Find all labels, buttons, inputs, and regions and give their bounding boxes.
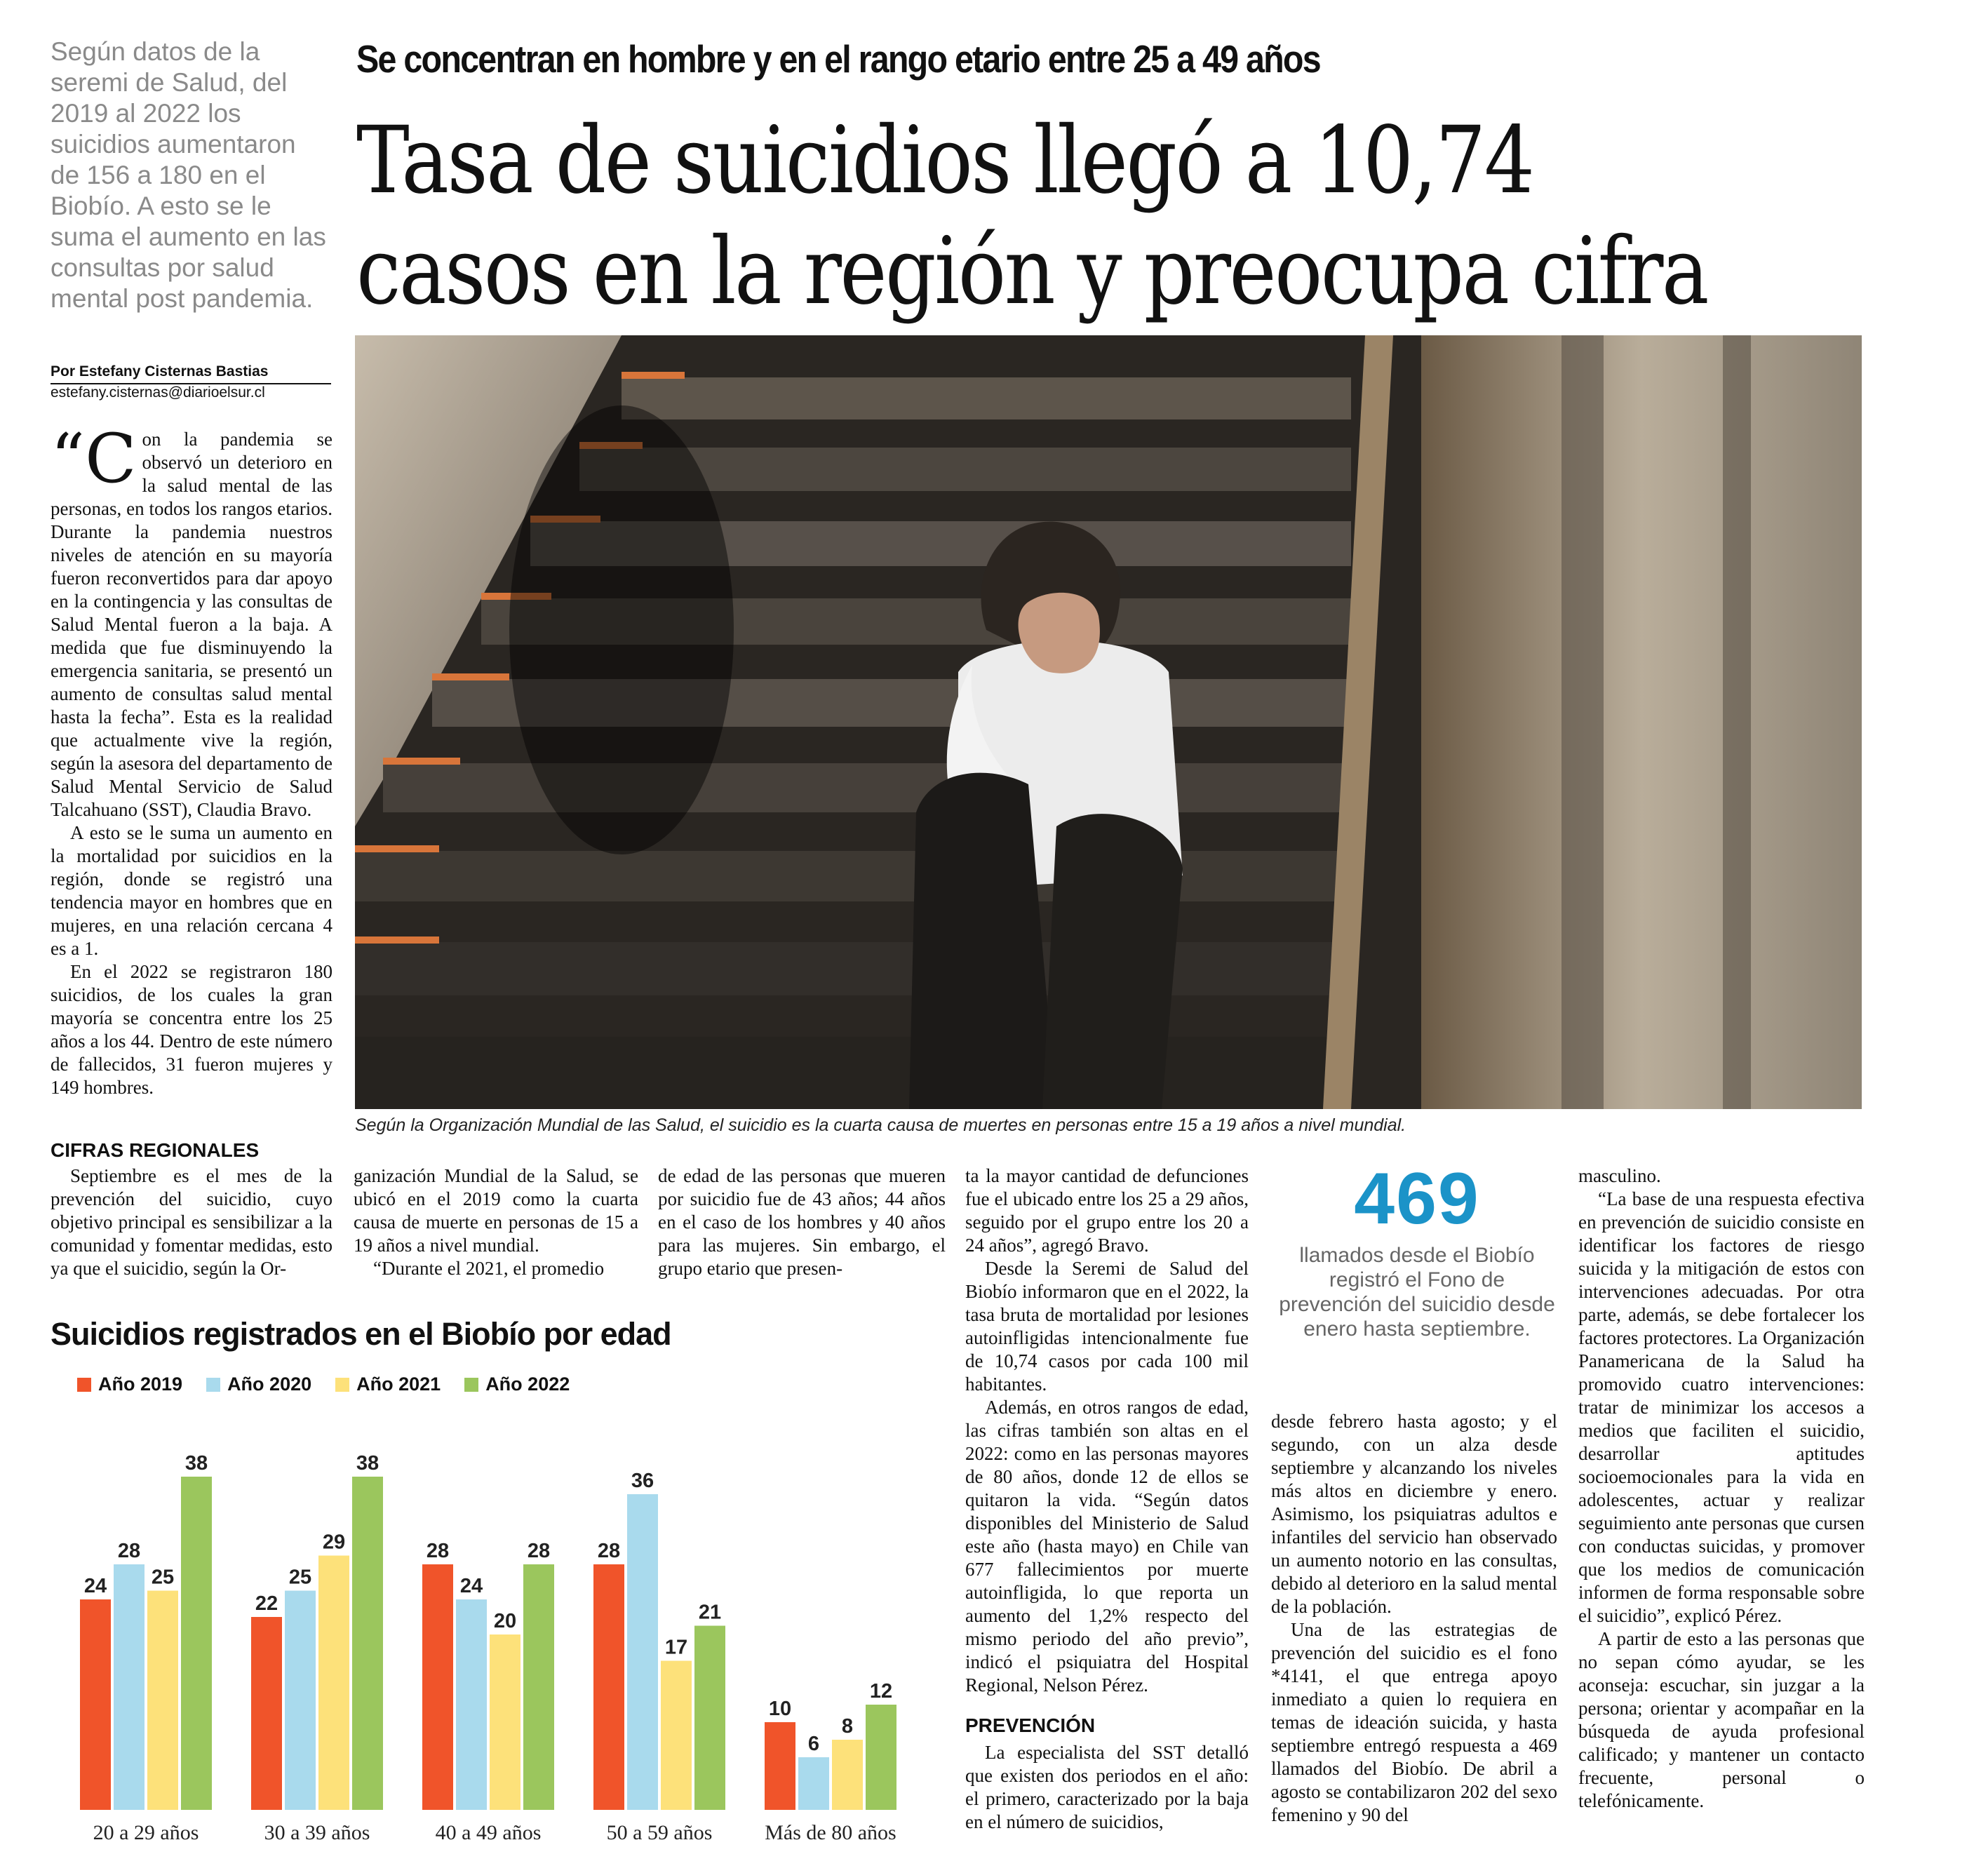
legend-swatch xyxy=(335,1378,349,1392)
data-label: 25 xyxy=(288,1566,312,1589)
category-label: Más de 80 años xyxy=(765,1821,896,1844)
category-label: 50 a 59 años xyxy=(606,1821,713,1844)
bar xyxy=(593,1564,624,1810)
paragraph-7: de edad de las personas que mueren por suicidio fue de 43 años; 44 años en el caso de los hombres y 40 años para las mujeres. Sin embargo, el grupo etario que presen- xyxy=(658,1165,946,1279)
category-label: 30 a 39 años xyxy=(264,1821,370,1844)
data-label: 25 xyxy=(151,1566,175,1589)
category-label: 20 a 29 años xyxy=(93,1821,199,1844)
bar xyxy=(627,1494,658,1810)
paragraph-16: A partir de esto a las personas que no sepan cómo ayudar, se les aconseja: escuchar, sin juzgar a la persona; orientar y acompañar en la búsqueda de ayuda profesional calificado; y mantener un contacto frecuente, personal o telefónicamente. xyxy=(1578,1628,1865,1811)
legend-item-3 xyxy=(335,1374,441,1395)
body-column-2 xyxy=(354,1164,638,1280)
paragraph-10: Además, en otros rangos de edad, las cifras también son altas en el 2022: como en las personas mayores de 80 años, donde 12 de ellos se quitaron la vida. “Según datos disponibles del Ministerio de Salud este año (hasta mayo) en Chile van 677 fallecimientos por muerte autoinfligida, lo que reporta un aumento del 1,2% respecto del mismo periodo del año previo”, indicó el psiquiatra del Hospital Regional, Nelson Pérez. xyxy=(965,1397,1249,1696)
photo-caption: Según la Organización Mundial de las Salud, el suicidio es la cuarta causa de muertes en personas entre 15 a 19 años a nivel mundial. xyxy=(355,1115,1406,1135)
paragraph-4: Septiembre es el mes de la prevención del suicidio, cuyo objetivo principal es sensibilizar a la comunidad y fomentar medidas, esto ya que el suicidio, según la Or- xyxy=(51,1165,333,1279)
legend-swatch xyxy=(77,1378,91,1392)
data-label: 28 xyxy=(597,1540,621,1562)
lede-summary: Según datos de la seremi de Salud, del 2019 al 2022 los suicidios aumentaron de 156 a 180 en el Biobío. A esto se le suma el aumento en las consultas por salud mental post pandemia. xyxy=(51,37,326,313)
data-label: 28 xyxy=(527,1540,551,1562)
main-headline: Tasa de suicidios llegó a 10,74 casos en la región y preocupa cifra xyxy=(356,107,1707,325)
callout-number: 469 xyxy=(1354,1158,1480,1240)
data-label: 29 xyxy=(322,1531,346,1554)
legend-label: Año 2019 xyxy=(98,1374,183,1395)
bar xyxy=(694,1626,725,1811)
data-label: 28 xyxy=(117,1540,141,1562)
bar xyxy=(80,1599,111,1810)
bar xyxy=(765,1722,795,1810)
data-label: 24 xyxy=(459,1575,483,1597)
subheading-cifras: CIFRAS REGIONALES xyxy=(51,1139,260,1161)
paragraph-1: on la pandemia se observó un deterioro en la salud mental de las personas, en todos los rangos etarios. Durante la pandemia nuestros niveles de atención en su mayoría fueron reconvertidos para dar apoyo en la contingencia y las consultas de Salud Mental fueron a la baja. A medida que fue disminuyendo la emergencia sanitaria, se presentó un aumento de consultas salud mental hasta la fecha”. Esta es la realidad que actualmente vive la región, según la asesora del departamento de Salud Mental Servicio de Salud Talcahuano (SST), Claudia Bravo. xyxy=(51,429,333,820)
data-label: 8 xyxy=(841,1715,854,1738)
legend-item-2 xyxy=(206,1374,311,1395)
body-column-4-cont xyxy=(965,1741,1249,1834)
bar xyxy=(798,1757,829,1810)
data-label: 38 xyxy=(184,1452,208,1475)
chart-title: Suicidios registrados en el Biobío por edad xyxy=(51,1316,671,1352)
paragraph-9: Desde la Seremi de Salud del Biobío informaron que en el 2022, la tasa bruta de mortalidad por lesiones autoinfligidas intencionalmente fue de 10,74 casos por cada 100 mil habitantes. xyxy=(965,1258,1249,1395)
data-label: 10 xyxy=(768,1698,792,1720)
paragraph-8: ta la mayor cantidad de defunciones fue el ubicado entre los 25 a 29 años, seguido por el grupo entre los 20 a 24 años”, agregó Bravo. xyxy=(965,1165,1249,1256)
paragraph-13: Una de las estrategias de prevención del suicidio es el fono *4141, el que entrega apoyo inmediato a quien lo requiera en temas de ideación suicida, y hasta septiembre entregó respuesta a 469 llamados del Biobío. De abril a agosto se contabilizaron 202 del sexo femenino y 90 del xyxy=(1271,1619,1557,1825)
legend-swatch xyxy=(464,1378,478,1392)
paragraph-6: “Durante el 2021, el promedio xyxy=(373,1258,605,1279)
data-label: 22 xyxy=(255,1592,278,1615)
data-label: 20 xyxy=(493,1610,517,1632)
bar xyxy=(114,1564,145,1810)
body-column-4 xyxy=(965,1164,1249,1697)
data-label: 21 xyxy=(698,1601,722,1624)
drop-cap: “C xyxy=(51,419,137,498)
bar xyxy=(523,1564,554,1810)
data-label: 24 xyxy=(83,1575,107,1597)
author-email[interactable]: estefany.cisternas@diarioelsur.cl xyxy=(51,384,265,401)
bar xyxy=(832,1740,863,1810)
paragraph-11: La especialista del SST detalló que existen dos periodos en el año: el primero, caracterizado por la baja en el número de suicidios, xyxy=(965,1742,1249,1832)
bar xyxy=(866,1705,896,1810)
paragraph-2: A esto se le suma un aumento en la mortalidad por suicidios en la región, donde se registró una tendencia mayor en hombres que en mujeres, en una relación cercana 4 es a 1. xyxy=(51,822,333,959)
author-byline: Por Estefany Cisternas Bastias xyxy=(51,363,331,384)
data-label: 6 xyxy=(807,1733,820,1755)
bar xyxy=(490,1634,520,1810)
bar xyxy=(285,1591,316,1811)
data-label: 38 xyxy=(356,1452,380,1475)
bar xyxy=(661,1661,692,1811)
data-label: 36 xyxy=(631,1470,654,1492)
photo-illustration xyxy=(355,335,1862,1109)
paragraph-12: desde febrero hasta agosto; y el segundo, con un alza desde septiembre y alcanzando los niveles más altos en diciembre y enero. Asimismo, los psiquiatras adultos e infantiles del servicio han observado un aumento notorio en las consultas, debido al deterioro en la salud mental de la población. xyxy=(1271,1411,1557,1617)
legend-swatch xyxy=(206,1378,220,1392)
bar-chart-svg xyxy=(56,1410,961,1859)
category-label: 40 a 49 años xyxy=(435,1821,542,1844)
paragraph-14: masculino. xyxy=(1578,1165,1661,1186)
callout-text: llamados desde el Biobío registró el Fono de prevención del suicidio desde enero hasta septiembre. xyxy=(1279,1244,1555,1341)
bar xyxy=(456,1599,487,1810)
data-label: 17 xyxy=(664,1636,688,1659)
legend-label: Año 2021 xyxy=(356,1374,441,1395)
bar xyxy=(147,1591,178,1811)
legend-item-1 xyxy=(77,1374,182,1395)
body-column-3 xyxy=(658,1164,946,1280)
bar xyxy=(251,1617,282,1810)
paragraph-3: En el 2022 se registraron 180 suicidios, de los cuales la gran mayoría se concentra entre los 25 años a los 44. Dentro de este número de fallecidos, 31 fueron mujeres y 149 hombres. xyxy=(51,961,333,1098)
article-photo xyxy=(355,335,1862,1109)
bar-chart xyxy=(56,1410,961,1859)
bar xyxy=(318,1556,349,1811)
kicker-headline: Se concentran en hombre y en el rango etario entre 25 a 49 años xyxy=(356,37,1320,81)
subheading-prevencion: PREVENCIÓN xyxy=(965,1714,1096,1736)
legend-item-4 xyxy=(464,1374,570,1395)
bar xyxy=(422,1564,453,1810)
paragraph-5: ganización Mundial de la Salud, se ubicó en el 2019 como la cuarta causa de muerte en personas de 15 a 19 años a nivel mundial. xyxy=(354,1165,638,1256)
bar xyxy=(352,1477,383,1810)
paragraph-15: “La base de una respuesta efectiva en prevención de suicidio consiste en identificar los factores de riesgo suicida y la mitigación de estos con intervenciones adecuadas. Por otra parte, además, se debe fortalecer los factores protectores. La Organización Panamericana de la Salud ha promovido cuatro intervenciones: tratar de minimizar los accesos a medios que faciliten el suicidio, desarrollar aptitudes socioemocionales para la vida en adolescentes, actuar y realizar seguimiento ante personas que cursen con conductas suicidas, y promover que los medios de comunicación informen de forma responsable sobre el suicidio”, explicó Pérez. xyxy=(1578,1188,1865,1626)
data-label: 12 xyxy=(869,1680,893,1703)
body-column-1 xyxy=(51,419,333,1099)
body-column-6 xyxy=(1578,1164,1865,1813)
body-column-5 xyxy=(1271,1410,1557,1827)
body-column-1-cont xyxy=(51,1164,333,1280)
legend-label: Año 2020 xyxy=(227,1374,312,1395)
bar xyxy=(181,1477,212,1810)
data-label: 28 xyxy=(426,1540,450,1562)
legend-label: Año 2022 xyxy=(485,1374,570,1395)
chart-legend xyxy=(77,1374,570,1395)
